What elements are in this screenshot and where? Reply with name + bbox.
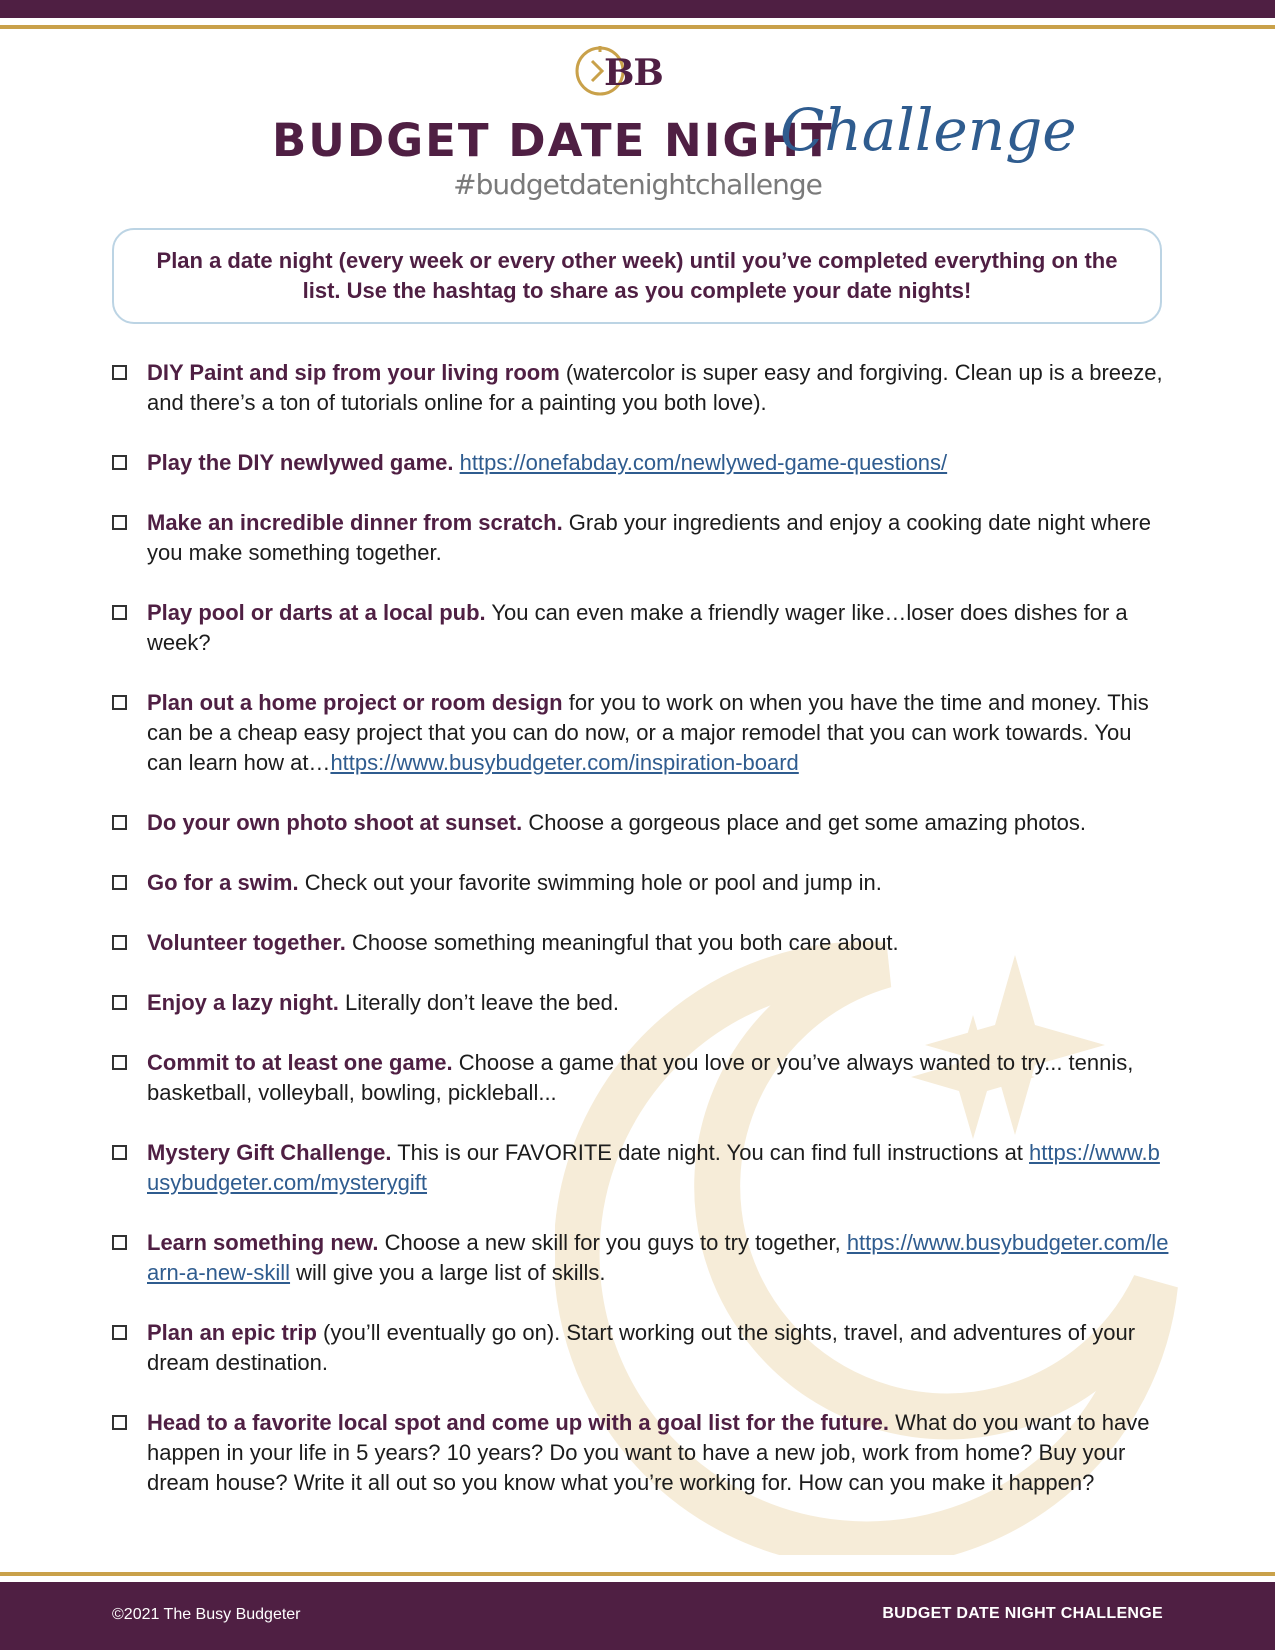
checkbox[interactable] — [112, 695, 127, 710]
list-item — [112, 1408, 1172, 1498]
item-description: (you’ll eventually go on). Start working out the sights, travel, and adventures of your dream destination. — [147, 1320, 1136, 1375]
item-description: for you to work on when you have the time and money. This can be a cheap easy project that you can do now, or a major remodel that you can work towards. You can learn how at… — [147, 690, 1149, 775]
list-item — [112, 688, 1172, 778]
item-description: What do you want to have happen in your life in 5 years? 10 years? Do you want to have a new job, work from home? Buy your dream house? Write it all out so you know what you’re working for. How can you make it happen? — [147, 1410, 1150, 1495]
challenge-list — [112, 358, 1172, 1528]
logo-text: BB — [604, 52, 663, 94]
bottom-gold-rule — [0, 1572, 1275, 1576]
checkbox[interactable] — [112, 995, 127, 1010]
item-title: Play pool or darts at a local pub. — [147, 600, 486, 625]
item-title: Commit to at least one game. — [147, 1050, 453, 1075]
intro-text: Plan a date night (every week or every other week) until you’ve completed everything on the list. Use the hashtag to share as you complete your date nights! — [156, 248, 1118, 303]
checkbox[interactable] — [112, 1415, 127, 1430]
list-item — [112, 598, 1172, 658]
checkbox[interactable] — [112, 1325, 127, 1340]
checkbox[interactable] — [112, 455, 127, 470]
checkbox[interactable] — [112, 515, 127, 530]
list-item — [112, 1138, 1172, 1198]
item-title: Mystery Gift Challenge. — [147, 1140, 392, 1165]
item-description: This is our FAVORITE date night. You can find full instructions at — [391, 1140, 1030, 1165]
item-description: Grab your ingredients and enjoy a cooking date night where you make something together. — [147, 510, 1151, 565]
top-gold-rule — [0, 25, 1275, 29]
item-text — [147, 688, 1172, 778]
item-title: Play the DIY newlywed game. — [147, 450, 454, 475]
checkbox[interactable] — [112, 605, 127, 620]
hashtag: #budgetdatenightchallenge — [453, 168, 822, 201]
item-title: Do your own photo shoot at sunset. — [147, 810, 523, 835]
footer-copyright: ©2021 The Busy Budgeter — [112, 1606, 301, 1623]
item-title: DIY Paint and sip from your living room — [147, 360, 560, 385]
list-item — [112, 508, 1172, 568]
list-item — [112, 1228, 1172, 1288]
checkbox[interactable] — [112, 1145, 127, 1160]
item-link[interactable]: https://onefabday.com/newlywed-game-questions/ — [459, 450, 948, 475]
list-item — [112, 988, 1172, 1018]
item-link[interactable]: https://www.busybudgeter.com/learn-a-new-skill — [147, 1230, 1169, 1285]
item-title: Go for a swim. — [147, 870, 299, 895]
checkbox[interactable] — [112, 1235, 127, 1250]
item-description-after: will give you a large list of skills. — [290, 1260, 606, 1285]
item-title: Plan out a home project or room design — [147, 690, 563, 715]
item-text — [147, 1318, 1172, 1378]
item-text — [147, 928, 899, 958]
item-text — [147, 508, 1172, 568]
item-text — [147, 868, 882, 898]
item-text — [147, 988, 619, 1018]
item-text — [147, 1138, 1172, 1198]
list-item — [112, 808, 1172, 838]
footer-title: BUDGET DATE NIGHT CHALLENGE — [882, 1605, 1163, 1622]
list-item — [112, 928, 1172, 958]
item-description: Choose a game that you love or you’ve always wanted to try... tennis, basketball, volleyball, bowling, pickleball... — [147, 1050, 1134, 1105]
item-title: Head to a favorite local spot and come up with a goal list for the future. — [147, 1410, 889, 1435]
list-item — [112, 868, 1172, 898]
checkbox[interactable] — [112, 875, 127, 890]
item-text — [147, 448, 947, 478]
list-item — [112, 358, 1172, 418]
item-title: Make an incredible dinner from scratch. — [147, 510, 563, 535]
checkbox[interactable] — [112, 815, 127, 830]
item-title: Learn something new. — [147, 1230, 379, 1255]
item-text — [147, 1228, 1172, 1288]
item-description: Choose a new skill for you guys to try together, — [378, 1230, 847, 1255]
list-item — [112, 1318, 1172, 1378]
item-text — [147, 1408, 1172, 1498]
item-text — [147, 1048, 1172, 1108]
item-text — [147, 808, 1086, 838]
page-title: BUDGET DATE NIGHT — [272, 114, 834, 167]
item-link[interactable]: https://www.busybudgeter.com/inspiration-board — [330, 750, 799, 775]
item-description: Check out your favorite swimming hole or pool and jump in. — [298, 870, 882, 895]
item-title: Plan an epic trip — [147, 1320, 317, 1345]
item-text — [147, 358, 1172, 418]
item-description: You can even make a friendly wager like…loser does dishes for a week? — [147, 600, 1128, 655]
intro-box — [112, 228, 1162, 324]
item-title: Enjoy a lazy night. — [147, 990, 339, 1015]
item-title: Volunteer together. — [147, 930, 346, 955]
checkbox[interactable] — [112, 1055, 127, 1070]
checkbox[interactable] — [112, 365, 127, 380]
list-item — [112, 448, 1172, 478]
item-text — [147, 598, 1172, 658]
list-item — [112, 1048, 1172, 1108]
checkbox[interactable] — [112, 935, 127, 950]
item-description: (watercolor is super easy and forgiving. Clean up is a breeze, and there’s a ton of tutorials online for a painting you both love). — [147, 360, 1163, 415]
item-description: Choose something meaningful that you both care about. — [345, 930, 899, 955]
top-band — [0, 0, 1275, 18]
item-description: Choose a gorgeous place and get some amazing photos. — [522, 810, 1087, 835]
item-link[interactable]: https://www.busybudgeter.com/mysterygift — [147, 1140, 1160, 1195]
page-title-script: Challenge — [780, 96, 1077, 164]
item-description: Literally don’t leave the bed. — [338, 990, 619, 1015]
